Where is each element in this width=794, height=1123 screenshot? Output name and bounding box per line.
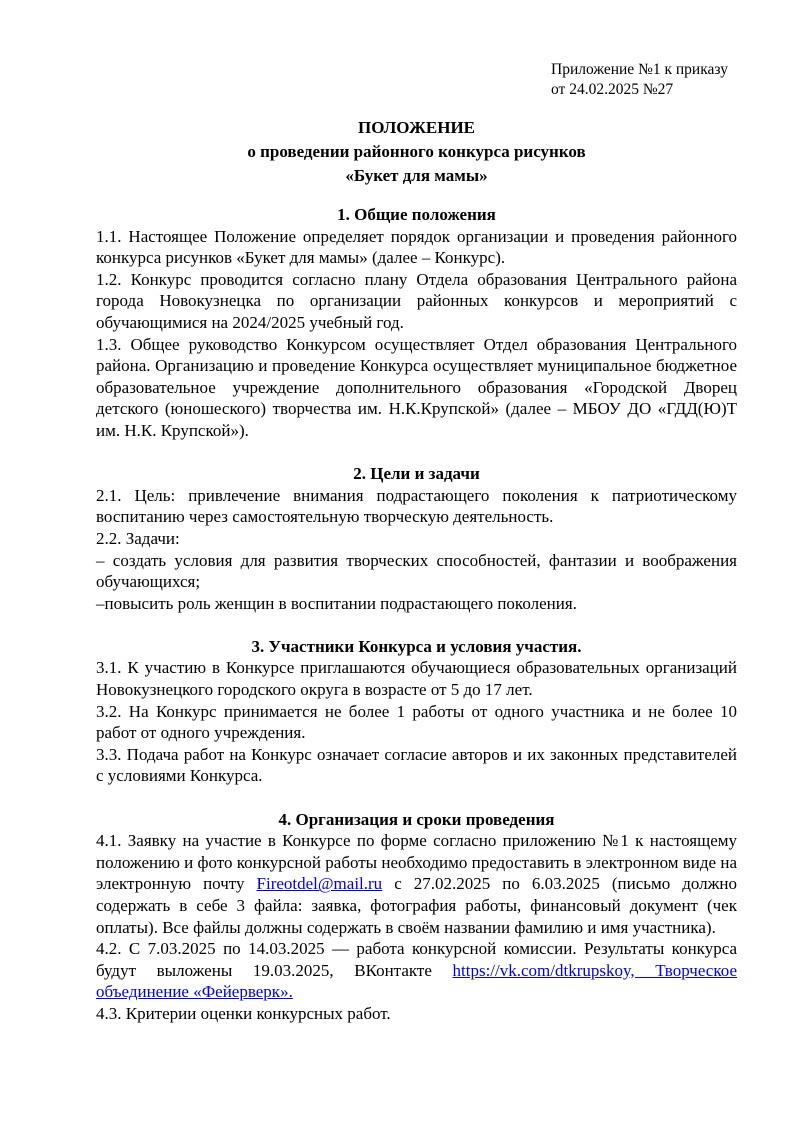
task-item-1: – создать условия для развития творческих способностей, фантазии и воображения обучающихся; (96, 550, 737, 592)
paragraph-1-2: 1.2. Конкурс проводится согласно плану Отдела образования Центрального района города Новокузнецка по организации районных конкурсов и мероприятий с обучающимися на 2024/2025 учебный год. (96, 269, 737, 332)
task-item-2: –повысить роль женщин в воспитании подрастающего поколения. (96, 593, 577, 613)
paragraph-1-1: 1.1. Настоящее Положение определяет порядок организации и проведения районного конкурса рисунков «Букет для мамы» (далее – Конкурс). (96, 226, 737, 268)
paragraph-4-2-text: 4.2. С 7.03.2025 по 14.03.2025 — работа конкурсной комиссии. Результаты конкурса будут выложены 19.03.2025, ВКонтакте (96, 939, 737, 980)
title-line-3: «Букет для мамы» (345, 166, 488, 185)
appendix-line-1: Приложение №1 к приказу (551, 61, 728, 78)
appendix-line-2: от 24.02.2025 №27 (551, 81, 674, 98)
paragraph-4-3: 4.3. Критерии оценки конкурсных работ. (96, 1003, 391, 1023)
title-line-1: ПОЛОЖЕНИЕ (358, 118, 475, 137)
email-link[interactable]: Fireotdel@mail.ru (256, 874, 383, 894)
document-body (96, 204, 737, 1025)
title-line-2: о проведении районного конкурса рисунков (247, 142, 586, 161)
section-4-heading: 4. Организация и сроки проведения (278, 809, 555, 829)
paragraph-4-1-text-a: 4.1. Заявку на участие в Конкурсе по форме согласно приложению №1 к настоящему положению и фото конкурсной работы необходимо предоставить в электронном виде на электронную почту (96, 831, 737, 894)
paragraph-4-2 (96, 938, 737, 1003)
paragraph-2-2: 2.2. Задачи: (96, 528, 180, 548)
paragraph-3-1: 3.1. К участию в Конкурсе приглашаются обучающиеся образовательных организаций Новокузнецкого городского округа в возрасте от 5 до 17 лет. (96, 658, 737, 700)
section-2-heading: 2. Цели и задачи (353, 464, 480, 484)
document-title (96, 116, 737, 188)
paragraph-4-1-text-b: с 27.02.2025 по 6.03.2025 (письмо должно содержать в себе 3 файла: заявка, фотография работы, финансовый документ (чек оплаты). Все файлы должны содержать в своём названии фамилию и имя участника). (96, 874, 738, 937)
paragraph-3-2: 3.2. На Конкурс принимается не более 1 работы от одного участника и не более 10 работ от одного учреждения. (96, 701, 737, 743)
paragraph-3-3: 3.3. Подача работ на Конкурс означает согласие авторов и их законных представителей с условиями Конкурса. (96, 744, 737, 786)
paragraph-1-3: 1.3. Общее руководство Конкурсом осуществляет Отдел образования Центрального района. Организацию и проведение Конкурса осуществляет муниципальное бюджетное образовательное учреждение дополнительного образования «Городской Дворец детского (юношеского) творчества им. Н.К.Крупской» (далее – МБОУ ДО «ГДД(Ю)Т им. Н.К. Крупской»). (96, 334, 737, 440)
paragraph-2-1: 2.1. Цель: привлечение внимания подрастающего поколения к патриотическому воспитанию через самостоятельную творческую деятельность. (96, 485, 737, 527)
section-1-heading: 1. Общие положения (337, 205, 496, 224)
appendix-note (551, 60, 751, 100)
vk-link[interactable]: https://vk.com/dtkrupskoy, Творческое объединение «Фейерверк». (96, 960, 738, 1002)
paragraph-4-1 (96, 830, 737, 938)
section-3-heading: 3. Участники Конкурса и условия участия. (251, 636, 582, 656)
